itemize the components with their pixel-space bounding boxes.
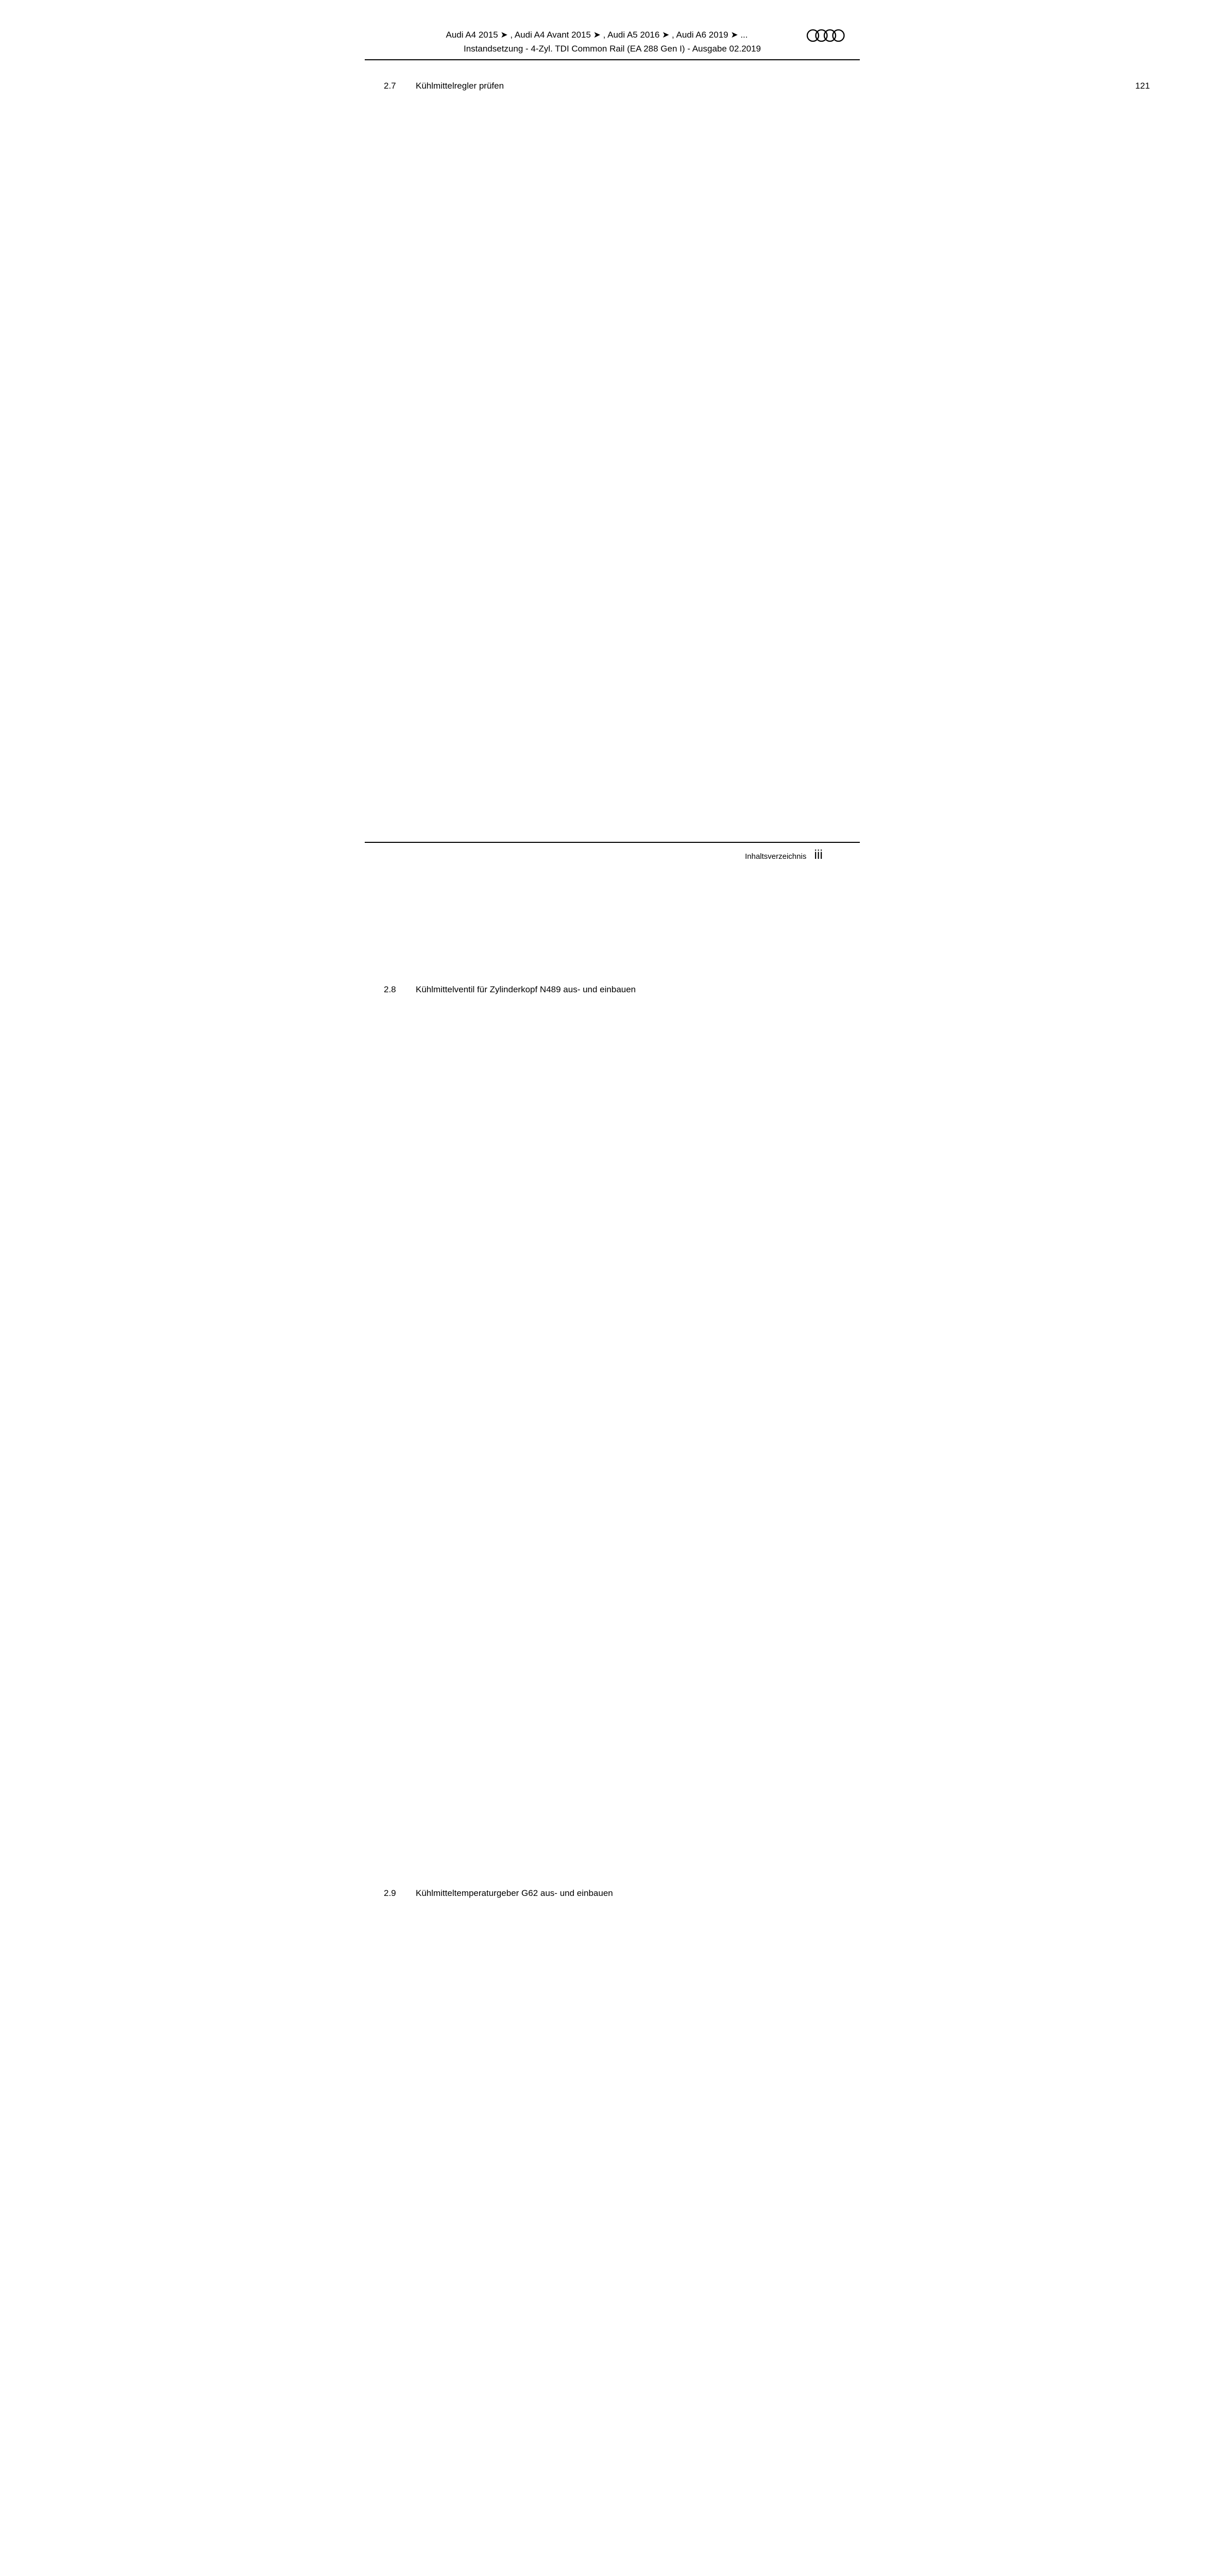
- toc-entry-row: [365, 1887, 823, 2576]
- page-footer: [365, 842, 860, 862]
- footer-rule: [365, 842, 860, 843]
- manual-toc-page: [292, 0, 1150, 1898]
- header-models-line: Audi A4 2015 ➤ , Audi A4 Avant 2015 ➤ , Audi A5 2016 ➤ , Audi A6 2019 ➤ ...: [446, 30, 748, 40]
- toc-entry-page: 121: [511, 80, 1150, 984]
- page-header: [365, 28, 860, 60]
- toc-entry-title: Kühlmittelventil für Zylinderkopf N489 aus- und einbauen: [416, 985, 636, 994]
- toc-entry-title: Kühlmittelregler prüfen: [416, 81, 504, 91]
- toc-entry-number: 2.9: [384, 1888, 396, 1898]
- page-content: [365, 28, 1150, 2576]
- toc-list: [365, 80, 1150, 2576]
- footer-text: [365, 848, 860, 862]
- footer-page-number: iii: [814, 848, 823, 862]
- toc-entry-number: 2.8: [384, 985, 396, 994]
- toc-entry-page: [620, 1887, 1223, 2576]
- toc-entry-row: [365, 984, 823, 1887]
- header-subtitle-line: Instandsetzung - 4-Zyl. TDI Common Rail (EA 288 Gen I) - Ausgabe 02.2019: [463, 44, 761, 54]
- audi-rings-icon: [806, 29, 845, 45]
- toc-entry-page: [643, 984, 1223, 1887]
- header-rule: [365, 59, 860, 60]
- footer-section-label: Inhaltsverzeichnis: [745, 852, 807, 861]
- toc-entry-number: 2.7: [384, 81, 396, 91]
- toc-entry-title: Kühlmitteltemperaturgeber G62 aus- und einbauen: [416, 1888, 613, 1898]
